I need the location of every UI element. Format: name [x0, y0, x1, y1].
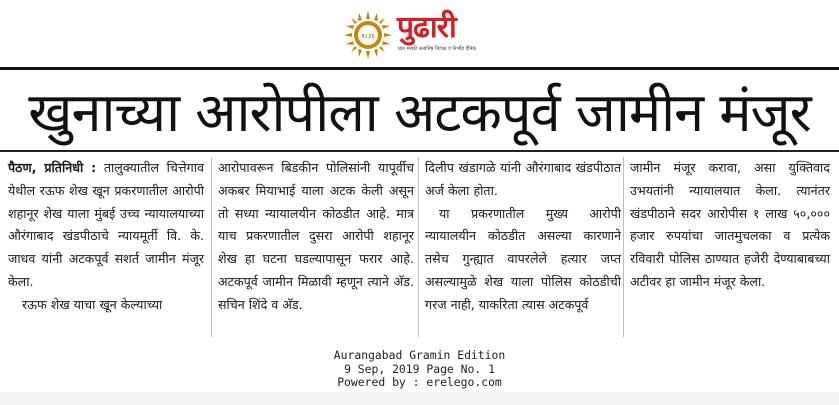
article-column-1 — [8, 157, 204, 317]
article-paragraph: या प्रकरणातील मुख्य आरोपी न्यायालयीन कोठडीत असल्या कारणाने तसेच गुन्ह्यात वापरलेले हत्यार जप्त असल्यामुळे शेख याला पोलिस कोठडीची गरज नाही, याकरिता त्यास अटकपूर्व — [425, 205, 621, 312]
article-paragraph: दिलीप खंडागळे यांनी औरंगाबाद खंडपीठात अर्ज केला होता. — [425, 160, 621, 198]
headline-divider — [0, 150, 839, 152]
column-divider — [418, 157, 419, 337]
masthead-divider — [0, 67, 839, 70]
newspaper-logo[interactable] — [343, 10, 503, 60]
article-paragraph: जामीन मंजूर करावा, असा युक्तिवाद उभयतांनी न्यायालयात केला. त्यानंतर खंडपीठाने सदर आरोपीस १ लाख ५०,००० हजार रुपयांचा जातमुचलका व प्रत्येक रविवारी पोलिस ठाण्यात हजेरी देण्याबाबच्या अटीवर हा जामीन मंजूर केला. — [630, 160, 830, 289]
article-paragraph — [8, 157, 204, 294]
bottom-band — [0, 392, 839, 405]
article-paragraph: रऊफ शेख याचा खून केल्याच्या — [22, 296, 163, 312]
dateline: पैठण, प्रतिनिधी : — [8, 160, 97, 175]
edition-name: Aurangabad Gramin Edition — [333, 348, 506, 362]
masthead — [0, 0, 839, 67]
powered-by-link[interactable]: Powered by : erelego.com — [337, 375, 502, 389]
sun-emblem-icon — [343, 10, 393, 60]
article-column-2 — [218, 157, 414, 317]
article-headline: खुनाच्या आरोपीला अटकपूर्व जामीन मंजूर — [28, 81, 811, 144]
brand-tagline: प्रांत मराठी सत्यनिष्ठ निःपक्ष व निर्भीड दैनिक — [398, 46, 477, 52]
brand-name: पुढारी — [397, 10, 456, 45]
edition-footer — [0, 349, 839, 390]
article-column-3 — [425, 157, 621, 317]
edition-date-page: 9 Sep, 2019 Page No. 1 — [344, 361, 495, 376]
article-column-4 — [630, 157, 830, 294]
emblem-year: १८३६ — [361, 32, 375, 40]
article-paragraph: आरोपावरून बिडकीन पोलिसांनी यापूर्वीच अकबर मियाभाई याला अटक केली असून तो सध्या न्यायालयीन कोठडीत आहे. मात्र याच प्रकरणातील दुसरा आरोपी शहानूर शेख हा घटना घडल्यापासून फरार आहे. अटकपूर्व जामीन मिळावी म्हणून त्याने अ‍ॅड. सचिन शिंदे व अ‍ॅड. — [218, 160, 414, 312]
column-divider — [623, 157, 624, 337]
paragraph-text: तालुक्यातील चित्तेगाव येथील रऊफ शेख खून प्रकरणातील आरोपी शहानूर शेख याला मुंबई उच्च न्यायालयाच्या औरंगाबाद खंडपीठाचे न्यायमूर्ती वि. के. जाधव यांनी अटकपूर्व सशर्त जामीन मंजूर केला. — [8, 160, 204, 289]
column-divider — [211, 157, 212, 337]
